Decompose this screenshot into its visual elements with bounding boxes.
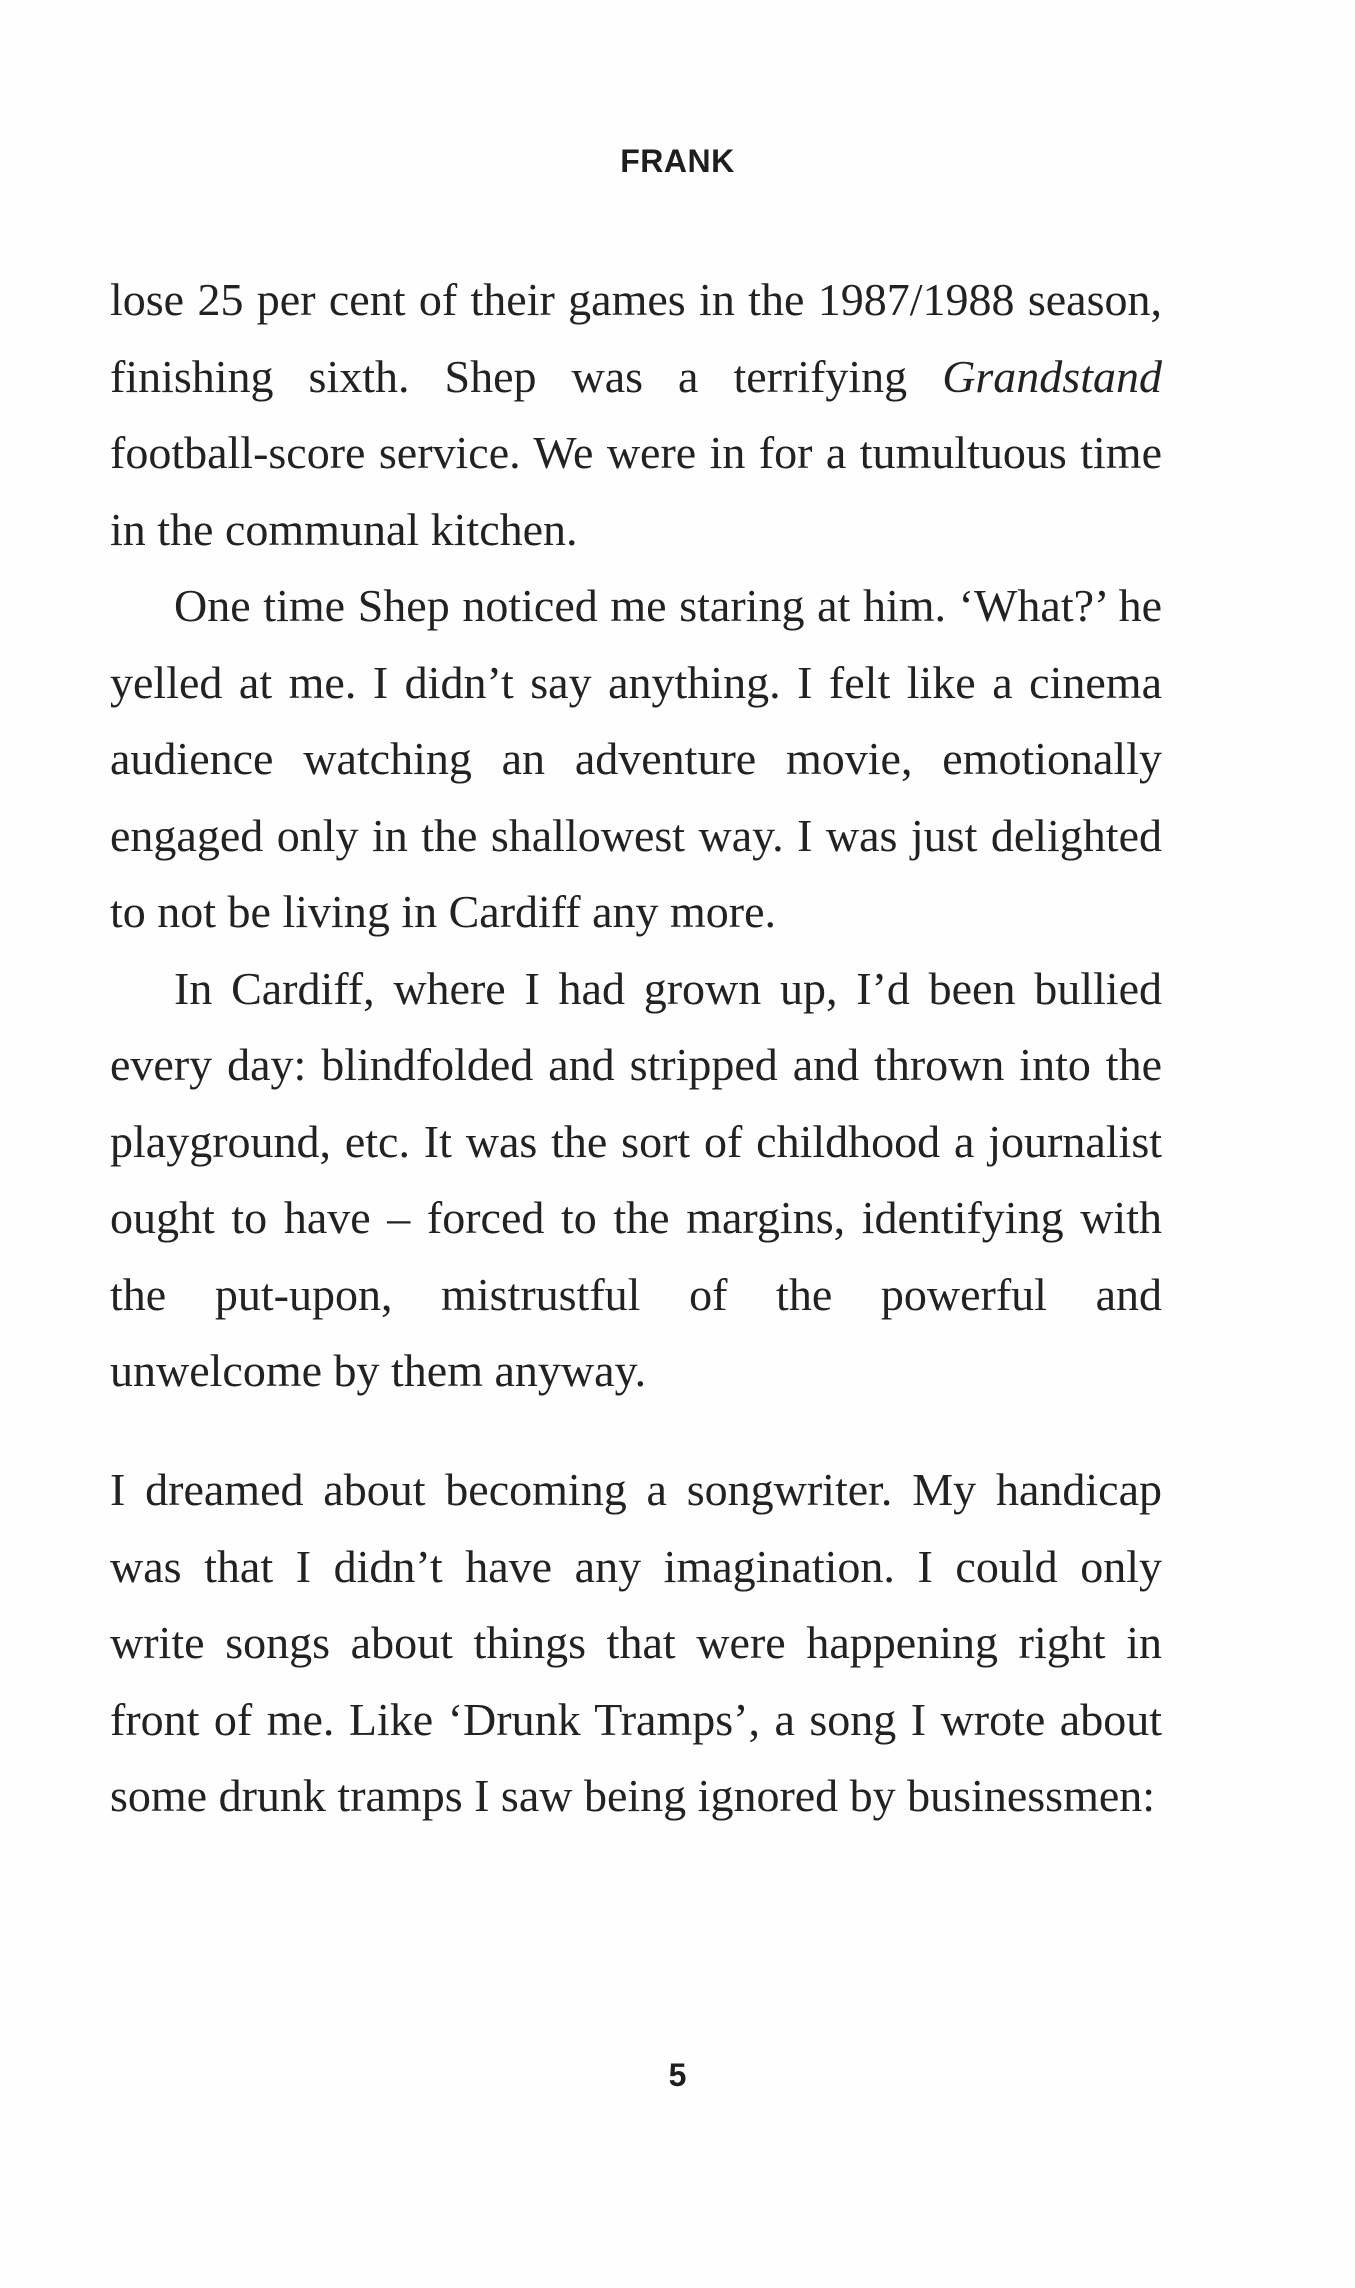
paragraph-1	[110, 262, 1162, 568]
paragraph-1-text-b: football-score service. We were in for a tumultuous time in the communal kitchen.	[110, 427, 1162, 555]
paragraph-2: One time Shep noticed me staring at him. ‘What?’ he yelled at me. I didn’t say anything. I felt like a cinema audience watching an adventure movie, emotionally engaged only in the shallowest way. I was just delighted to not be living in Cardiff any more.	[110, 580, 1162, 937]
text-section-2	[110, 1452, 1162, 1835]
page-number: 5	[668, 2057, 687, 2093]
text-section-1	[110, 262, 1162, 1410]
paragraph-1-text-a: lose 25 per cent of their games in the 1987/1988 season, finishing sixth. Shep was a terrifying	[110, 274, 1162, 402]
running-head: FRANK	[620, 143, 735, 179]
paragraph-4: I dreamed about becoming a songwriter. My handicap was that I didn’t have any imagination. I could only write songs about things that were happening right in front of me. Like ‘Drunk Tramps’, a song I wrote about some drunk tramps I saw being ignored by businessmen:	[110, 1464, 1162, 1821]
paragraph-1-italic-title: Grandstand	[942, 350, 1162, 402]
paragraph-3: In Cardiff, where I had grown up, I’d been bullied every day: blindfolded and stripped and thrown into the playground, etc. It was the sort of childhood a journalist ought to have – forced to the margins, identifying with the put-upon, mistrustful of the powerful and unwelcome by them anyway.	[110, 962, 1162, 1396]
